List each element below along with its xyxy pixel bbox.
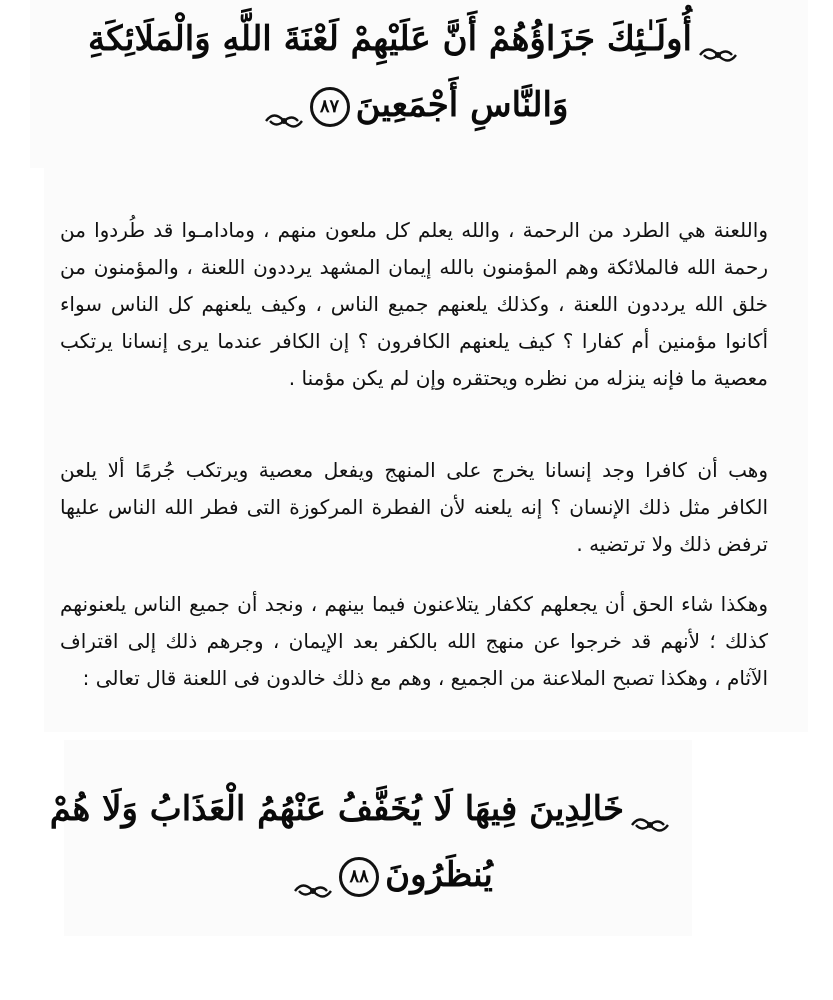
verse-87-line-2 xyxy=(83,72,743,138)
verse-88-line-2 xyxy=(110,842,670,908)
floral-ornament-icon xyxy=(698,26,738,56)
ayah-circle-icon: ٨٧ xyxy=(310,87,350,127)
ayah-circle-icon: ٨٨ xyxy=(339,857,379,897)
floral-ornament-icon xyxy=(630,796,670,826)
verse-87-line-1 xyxy=(83,6,743,72)
verse-88-line-1 xyxy=(49,776,670,842)
verse-88-line-1-text: خَالِدِينَ فِيهَا لَا يُخَفَّفُ عَنْهُمُ الْعَذَابُ وَلَا هُمْ xyxy=(49,789,624,829)
verse-87-line-2-text: وَالنَّاسِ أَجْمَعِينَ xyxy=(355,85,569,125)
verse-88 xyxy=(49,776,670,908)
verse-88-line-2-text: يُنظَرُونَ xyxy=(385,855,493,895)
paragraph-1: واللعنة هي الطرد من الرحمة ، والله يعلم كل ملعون منهم ، ومادامـوا قد طُردوا من رحمة الله فالملائكة وهم المؤمنون بالله إيمان المشهد يرددون اللعنة ، والمؤمنون من خلق الله يرددون اللعنة ، وكذلك يلعنهم جميع الناس ، وكيف يلعنهم كل الناس سواء أكانوا مؤمنين أم كفارا ؟ كيف يلعنهم الكافرون ؟ إن الكافر عندما يرى إنسانا يرتكب معصية ما فإنه ينزله من نظره ويحتقره وإن لم يكن مؤمنا . xyxy=(60,218,768,390)
floral-ornament-icon xyxy=(293,862,333,892)
verse-87 xyxy=(83,6,743,138)
verse-87-line-1-text: أُولَـٰئِكَ جَزَاؤُهُمْ أَنَّ عَلَيْهِمْ لَعْنَةَ اللَّهِ وَالْمَلَائِكَةِ xyxy=(87,19,692,59)
paragraph-2: وهب أن كافرا وجد إنسانا يخرج على المنهج ويفعل معصية ويرتكب جُرمًا ألا يلعن الكافر مثل ذلك الإنسان ؟ إنه يلعنه لأن الفطرة المركوزة التى فطر الله الناس عليها ترفض ذلك ولا ترتضيه . xyxy=(60,458,768,556)
floral-ornament-icon xyxy=(264,92,304,122)
paragraph-3: وهكذا شاء الحق أن يجعلهم ككفار يتلاعنون فيما بينهم ، ونجد أن جميع الناس يلعنونهم كذلك ؛ لأنهم قد خرجوا عن منهج الله بالكفر بعد الإيمان ، وجرهم ذلك إلى اقتراف الآثام ، وهكذا تصبح الملاعنة من الجميع ، وهم مع ذلك خالدون فى اللعنة قال تعالى : xyxy=(60,592,768,690)
